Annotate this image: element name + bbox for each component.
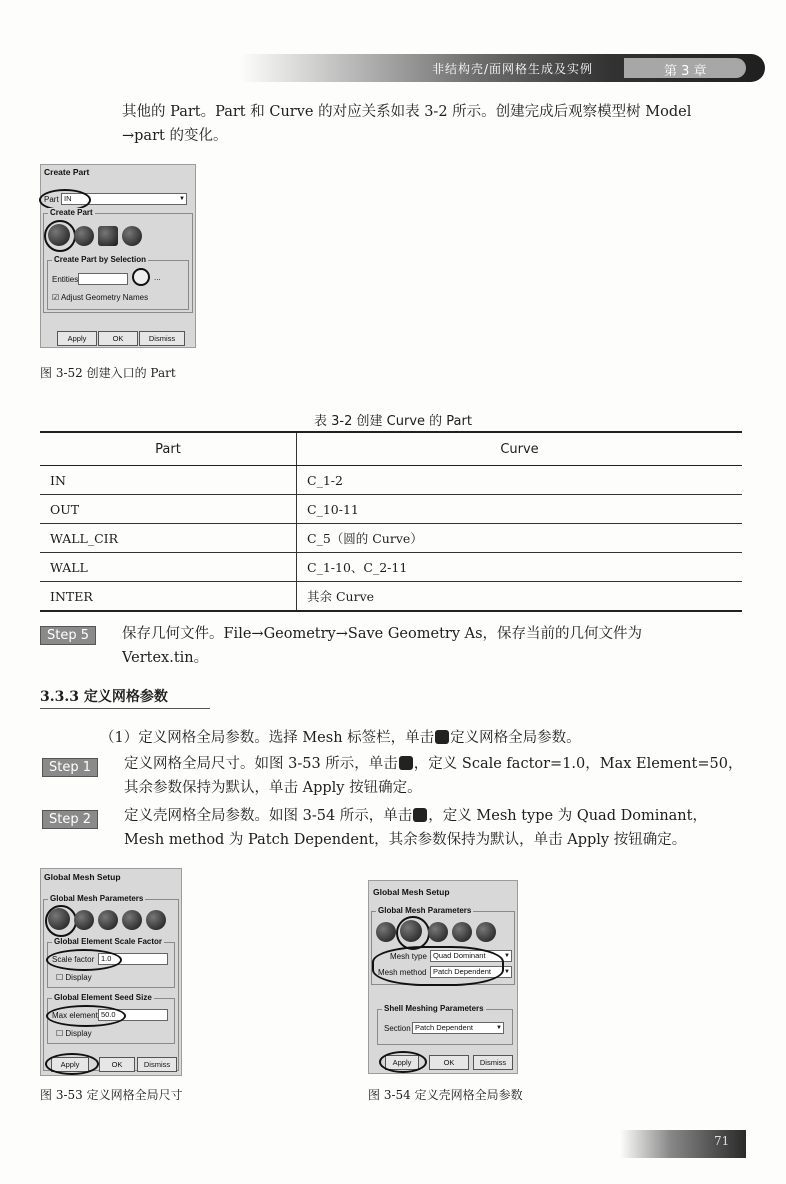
selection-group [47, 255, 189, 310]
table-cell: C_1-2 [297, 466, 743, 495]
table-cell: C_5（圆的 Curve） [297, 524, 743, 553]
highlight-oval [44, 220, 76, 252]
step-5-line-2: Vertex.tin。 [122, 650, 209, 666]
shell-mesh-icon[interactable] [74, 910, 94, 930]
figure-3-53-caption: 图 3-53 定义网格全局尺寸 [40, 1088, 183, 1102]
periodicity-icon[interactable] [146, 910, 166, 930]
entities-input[interactable] [78, 273, 128, 285]
group-title: Global Element Scale Factor [54, 937, 163, 946]
table-row [40, 582, 742, 612]
chevron-down-icon[interactable]: ▼ [504, 969, 510, 975]
table-header-row [40, 432, 742, 466]
global-mesh-params-group [43, 894, 179, 1071]
periodicity-icon[interactable] [476, 922, 496, 942]
header-curve: Curve [297, 432, 743, 466]
p1-text-a: （1）定义网格全局参数。选择 Mesh 标签栏，单击 [100, 730, 435, 746]
display-checkbox[interactable]: ☐ Display [56, 973, 92, 982]
shell-mesh-icon [413, 808, 427, 822]
adjust-names-checkbox[interactable]: ☑ Adjust Geometry Names [52, 293, 149, 302]
apply-button[interactable]: Apply [385, 1055, 419, 1070]
global-mesh-setup-dialog-1 [40, 868, 182, 1076]
table-cell: C_1-10、C_2-11 [297, 553, 743, 582]
section-title: 3.3.3 定义网格参数 [40, 686, 210, 709]
dialog-title: Global Mesh Setup [373, 887, 450, 897]
ok-button[interactable]: OK [99, 1057, 135, 1072]
group-title: Shell Meshing Parameters [384, 1004, 484, 1013]
prism-mesh-icon[interactable] [452, 922, 472, 942]
header-part: Part [40, 432, 297, 466]
display-label: Display [65, 973, 92, 982]
table-row [40, 495, 742, 524]
step-badge-label: Step 1 [42, 758, 98, 777]
display-label: Display [65, 1029, 92, 1038]
section-label: Section [384, 1024, 411, 1033]
dismiss-button[interactable]: Dismiss [473, 1055, 513, 1070]
group-title: Create Part [50, 208, 93, 217]
intro-line-2: →part 的变化。 [122, 128, 228, 144]
scale-factor-input[interactable]: 1.0 [98, 953, 168, 965]
global-mesh-setup-dialog-2 [368, 880, 518, 1074]
step-1-line-2: 其余参数保持为默认，单击 Apply 按钮确定。 [124, 780, 422, 796]
header-title: 非结构壳/面网格生成及实例 [432, 62, 594, 76]
step-1-badge [42, 756, 98, 775]
mesh-type-label: Mesh type [390, 952, 427, 961]
table-row [40, 524, 742, 553]
highlight-oval [46, 949, 122, 971]
step-2-line-2: Mesh method 为 Patch Dependent，其余参数保持为默认，单击 Apply 按钮确定。 [124, 832, 687, 848]
table-cell: INTER [40, 582, 297, 612]
group-title: Global Mesh Parameters [378, 906, 472, 915]
section-select[interactable] [412, 1022, 504, 1034]
table-caption: 表 3-2 创建 Curve 的 Part [314, 414, 472, 429]
step-2-line-1 [124, 804, 707, 828]
highlight-oval [372, 946, 504, 986]
group-title: Global Element Seed Size [54, 993, 152, 1002]
section-value: Patch Dependent [415, 1023, 473, 1032]
highlight-oval [46, 1005, 126, 1027]
part-by-element-icon[interactable] [98, 226, 118, 246]
mesh-method-value: Patch Dependent [433, 967, 491, 976]
global-mesh-params-group [371, 906, 515, 985]
part-value: IN [64, 194, 72, 203]
step-2-badge [42, 808, 98, 827]
part-curve-table [40, 431, 742, 612]
chevron-down-icon[interactable]: ▼ [504, 953, 510, 959]
table-cell: OUT [40, 495, 297, 524]
entities-label: Entities [52, 275, 79, 284]
more-icon[interactable]: ... [154, 273, 161, 282]
table-row [40, 466, 742, 495]
mesh-global-icon [435, 730, 449, 744]
step2-text-a: 定义壳网格全局参数。如图 3-54 所示，单击 [124, 808, 413, 824]
dismiss-button[interactable]: Dismiss [139, 331, 185, 346]
dismiss-button[interactable]: Dismiss [137, 1057, 177, 1072]
table-cell: WALL_CIR [40, 524, 297, 553]
part-merge-icon[interactable] [122, 226, 142, 246]
page-number: 71 [714, 1134, 730, 1148]
intro-line-1: 其他的 Part。Part 和 Curve 的对应关系如表 3-2 所示。创建完成后观察模型树 Model [122, 104, 692, 120]
part-by-body-icon[interactable] [74, 226, 94, 246]
max-element-input[interactable]: 50.0 [98, 1009, 168, 1021]
step2-text-b: ，定义 Mesh type 为 Quad Dominant， [428, 808, 707, 824]
step-5-badge [40, 624, 96, 643]
ok-button[interactable]: OK [98, 331, 138, 346]
figure-3-52-caption: 图 3-52 创建入口的 Part [40, 366, 176, 380]
global-size-icon[interactable] [376, 922, 396, 942]
create-part-group [43, 208, 193, 313]
table-cell: 其余 Curve [297, 582, 743, 612]
mesh-type-value: Quad Dominant [433, 951, 486, 960]
step-5-line-1: 保存几何文件。File→Geometry→Save Geometry As，保存当前的几何文件为 [122, 626, 643, 642]
global-size-icon [399, 756, 413, 770]
step-badge-label: Step 5 [40, 626, 96, 645]
scale-factor-label: Scale factor [52, 955, 95, 964]
dialog-title: Global Mesh Setup [44, 872, 121, 882]
chevron-down-icon[interactable]: ▼ [496, 1025, 502, 1031]
ok-button[interactable]: OK [429, 1055, 469, 1070]
table-row [40, 553, 742, 582]
highlight-oval [45, 905, 77, 937]
step1-text-b: ，定义 Scale factor=1.0，Max Element=50， [413, 756, 743, 772]
table-cell: C_10-11 [297, 495, 743, 524]
step-badge-label: Step 2 [42, 810, 98, 829]
display-checkbox[interactable]: ☐ Display [56, 1029, 92, 1038]
checkbox-label: Adjust Geometry Names [60, 293, 149, 302]
step1-text-a: 定义网格全局尺寸。如图 3-53 所示，单击 [124, 756, 398, 772]
select-cursor-icon[interactable] [132, 268, 150, 286]
table-cell: WALL [40, 553, 297, 582]
highlight-oval [396, 916, 430, 950]
max-element-label: Max element [52, 1011, 98, 1020]
volume-mesh-icon[interactable] [428, 922, 448, 942]
mesh-method-label: Mesh method [378, 968, 427, 977]
shell-meshing-group [377, 1004, 513, 1045]
chapter-label: 第 3 章 [664, 64, 707, 79]
table-cell: IN [40, 466, 297, 495]
create-part-dialog [40, 164, 196, 348]
figure-3-54-caption: 图 3-54 定义壳网格全局参数 [368, 1088, 523, 1102]
seed-size-group [47, 993, 175, 1044]
dialog-title: Create Part [44, 167, 90, 177]
apply-button[interactable]: Apply [57, 331, 97, 346]
apply-button[interactable]: Apply [51, 1057, 89, 1072]
prism-mesh-icon[interactable] [122, 910, 142, 930]
p1-text-b: 定义网格全局参数。 [450, 730, 581, 746]
part-label: Part [44, 195, 59, 204]
step-1-line-1 [124, 752, 742, 776]
volume-mesh-icon[interactable] [98, 910, 118, 930]
chevron-down-icon[interactable]: ▼ [179, 196, 185, 202]
highlight-oval [45, 1053, 99, 1075]
group-title: Create Part by Selection [54, 255, 147, 264]
highlight-oval [379, 1051, 427, 1073]
scale-factor-group [47, 937, 175, 988]
group-title: Global Mesh Parameters [50, 894, 144, 903]
paragraph-1 [100, 726, 581, 750]
